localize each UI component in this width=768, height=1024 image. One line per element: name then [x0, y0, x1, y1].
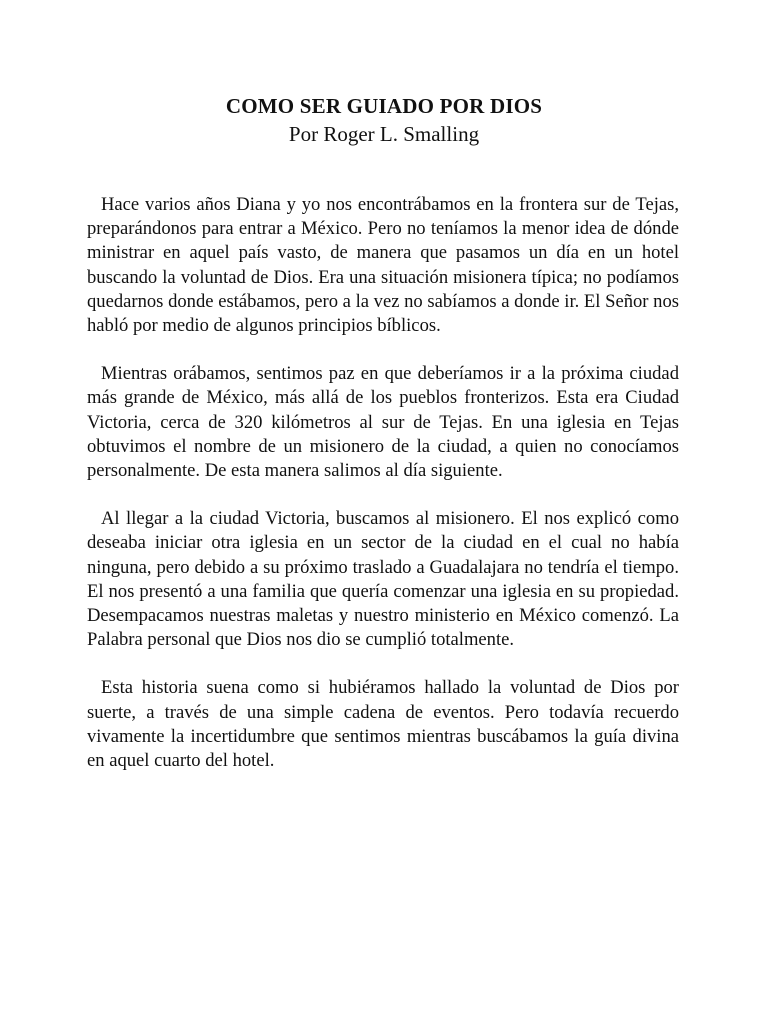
- paragraph-2: Mientras orábamos, sentimos paz en que deberíamos ir a la próxima ciudad más grande de México, más allá de los pueblos fronterizos. Esta era Ciudad Victoria, cerca de 320 kilómetros al sur de Tejas. En una iglesia en Tejas obtuvimos el nombre de un misionero de la ciudad, a quien no conocíamos personalmente. De esta manera salimos al día siguiente.: [87, 363, 679, 482]
- paragraph-1: Hace varios años Diana y yo nos encontrábamos en la frontera sur de Tejas, preparándonos para entrar a México. Pero no teníamos la menor idea de dónde ministrar en aquel país vasto, de manera que pasamos un día en un hotel buscando la voluntad de Dios. Era una situación misionera típica; no podíamos quedarnos donde estábamos, pero a la vez no sabíamos a donde ir. El Señor nos habló por medio de algunos principios bíblicos.: [87, 194, 679, 337]
- paragraph-4: Esta historia suena como si hubiéramos hallado la voluntad de Dios por suerte, a través de una simple cadena de eventos. Pero todavía recuerdo vivamente la incertidumbre que sentimos mientras buscábamos la guía divina en aquel cuarto del hotel.: [87, 677, 679, 772]
- paragraph-3: Al llegar a la ciudad Victoria, buscamos al misionero. El nos explicó como deseaba iniciar otra iglesia en un sector de la ciudad en el cual no había ninguna, pero debido a su próximo traslado a Guadalajara no tendría el tiempo. El nos presentó a una familia que quería comenzar una iglesia en su propiedad. Desempacamos nuestras maletas y nuestro ministerio en México comenzó. La Palabra personal que Dios nos dio se cumplió totalmente.: [87, 508, 679, 651]
- document-body: [87, 193, 679, 797]
- document-title: COMO SER GUIADO POR DIOS: [225, 94, 543, 118]
- document-author: Por Roger L. Smalling: [288, 122, 480, 146]
